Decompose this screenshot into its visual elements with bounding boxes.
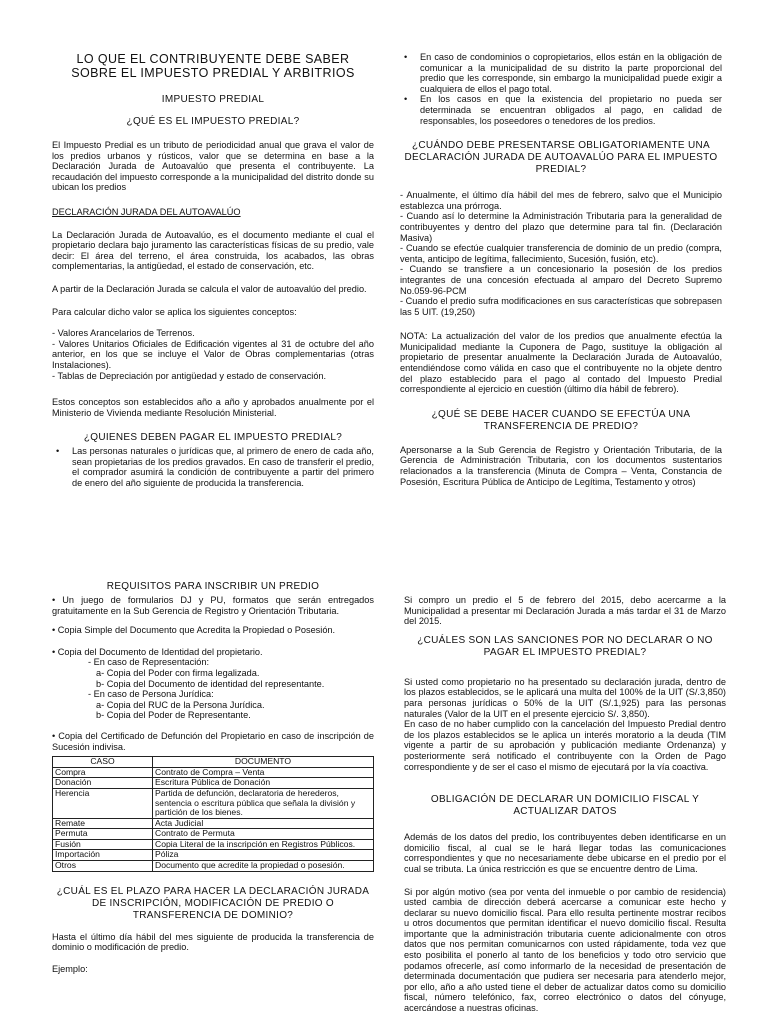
table-cell: Donación [53, 778, 153, 789]
table-cell: Contrato de Permuta [153, 829, 374, 840]
requisito-item: • Copia Simple del Documento que Acredita la Propiedad o Posesión. [52, 625, 336, 636]
table-header-row [53, 757, 374, 768]
paragraph-multa: Si usted como propietario no ha presentado su declaración jurada, dentro de los plazos establecidos, se le aplicará una multa del 100% de la UIT (S/.3,850) para personas jurídicas o 50% de la UIT (S/.1,925) para las personas naturales (Valor de la UIT en el presente ejercicio S/. 3,850). [404, 676, 726, 719]
sub-item: a- Copia del Poder con firma legalizada. [96, 667, 260, 678]
paragraph-cambio-direccion: Si por algún motivo (sea por venta del inmueble o por cambio de residencia) usted cambia de dirección deberá acercarse a comunicar este hecho y declarar su nuevo domicilio fiscal. Para ello resulta pertinente mostrar recibos u otros documentos que permitan identificar el nuevo domicilio fiscal. Resulta importante que la administración tributaria cuente adicionalmente con otros datos que nos permitan comunicarnos con usted rápidamente, toda vez que esto posibilita el ponerlo al tanto de los beneficios y todo otro servicio que podamos ofrecerle, así como informarlo de la necesidad de presentación de determinada documentación que pudiera ser necesaria para atenderlo mejor, por ello, año a año usted tiene el deber de actualizar datos como su domicilio fiscal, número telefónico, fax, correo electrónico o datos del cónyuge, acercándose a nuestras oficinas. [404, 886, 726, 1014]
paragraph-ministerio: Estos conceptos son establecidos año a año y aprobados anualmente por el Ministerio de Vivienda mediante Resolución Ministerial. [52, 397, 374, 418]
table-cell: Otros [53, 861, 153, 872]
table-cell: Escritura Pública de Donación [153, 778, 374, 789]
table-row [53, 788, 374, 818]
table-cell: Importación [53, 850, 153, 861]
concept-item: - Valores Arancelarios de Terrenos. [52, 328, 195, 339]
table-row [53, 829, 374, 840]
document-title-line1: LO QUE EL CONTRIBUYENTE DEBE SABER [76, 52, 350, 66]
table-cell: Documento que acredite la propiedad o posesión. [153, 861, 374, 872]
table-cell: Fusión [53, 839, 153, 850]
table-cell: Herencia [53, 788, 153, 818]
left-top-column [52, 52, 374, 495]
requisitos-heading: REQUISITOS PARA INSCRIBIR UN PREDIO [106, 581, 320, 592]
paragraph-ejemplo-detalle: Si compro un predio el 5 de febrero del 2015, debo acercarme a la Municipalidad a presentar mi Declaración Jurada a más tardar el 31 de Marzo del 2015. [404, 595, 726, 627]
when-item: - Cuando se transfiere a un concesionario la posesión de los predios integrantes de una concesión efectuada al amparo del Decreto Supremo No.059-96-PCM [400, 264, 722, 296]
table-row [53, 778, 374, 789]
list-item: • En los casos en que la existencia del propietario no pueda ser determinada se encuentran obligados al pago, en calidad de responsables, los poseedores o tenedores de los predios. [400, 94, 722, 126]
nota-paragraph: NOTA: La actualización del valor de los predios que anualmente efectúa la Municipalidad mediante la Cuponera de Pago, sustituye la obligación al propietario de presentar anualmente la Declaración Jurada de Autoavalúo, entendiéndose como válida en caso que el contribuyente no la objete dentro del plazo establecido para el pago al contado del Impuesto Predial correspondiente al ejercicio en cuestión (último día hábil de febrero). [400, 331, 722, 395]
when-item: - Cuando así lo determine la Administración Tributaria para la generalidad de contribuyentes y dentro del plazo que determine para tal fin. (Declaración Masiva) [400, 211, 722, 243]
list-item: • Las personas naturales o jurídicas que, al primero de enero de cada año, sean propietarias de los predios gravados. En caso de transferir el predio, el comprador asumirá la condición de contribuyente a partir del primero de enero del año siguiente de producida la transferencia. [52, 446, 374, 488]
question-what-is: ¿QUÉ ES EL IMPUESTO PREDIAL? [126, 116, 300, 127]
requisito-item: • Copia del Certificado de Defunción del Propietario en caso de inscripción de Sucesión indivisa. [52, 730, 374, 752]
question-sanciones: ¿CUÁLES SON LAS SANCIONES POR NO DECLARAR O NO PAGAR EL IMPUESTO PREDIAL? [417, 634, 713, 658]
when-item: - Cuando se efectúe cualquier transferencia de dominio de un predio (compra, venta, anticipo de legítima, fallecimiento, Sucesión, fusión, etc). [400, 243, 722, 264]
question-transfer: ¿QUÉ SE DEBE HACER CUANDO SE EFECTÚA UNA TRANSFERENCIA DE PREDIO? [431, 408, 691, 432]
question-plazo: ¿CUÁL ES EL PLAZO PARA HACER LA DECLARACIÓN JURADA DE INSCRIPCIÓN, MODIFICACIÓN DE PREDIO O TRANSFERENCIA DE DOMINIO? [56, 885, 370, 921]
sub-item: - En caso de Representación: [88, 657, 210, 668]
paragraph-conceptos-intro: Para calcular dicho valor se aplica los siguientes conceptos: [52, 306, 297, 317]
paragraph-domicilio: Además de los datos del predio, los contribuyentes deben identificarse en un domicilio fiscal, al cual se le hará llegar todas las comunicaciones correspondientes y que no necesariamente debe ubicarse en el predio por el cual se tributa. La única restricción es que se encuentre dentro de Lima. [404, 832, 726, 874]
condominio-list [400, 52, 722, 126]
list-item: • En caso de condominios o copropietarios, ellos están en la obligación de comunicar a la municipalidad de su distrito la parte proporcional del predio que les corresponde, sin embargo la municipalidad puede exigir a cualquiera de ellos el pago total. [400, 52, 722, 94]
table-cell: Contrato de Compra – Venta [153, 767, 374, 778]
paragraph-transfer: Apersonarse a la Sub Gerencia de Registro y Orientación Tributaria, de la Gerencia de Administración Tributaria, con los documentos sustentarios relacionados a la transferencia (Minuta de Compra – Venta, Constancia de Posesión, Escritura Pública de Anticipo de Legítima, Testamento y otros) [400, 444, 722, 487]
paragraph-definition: El Impuesto Predial es un tributo de periodicidad anual que grava el valor de los predios urbanos y rústicos, valor que se determina en base a la Declaración Jurada de Autoavalúo que presenta el contribuyente. La recaudación del impuesto corresponde a la municipalidad del distrito donde su ubican los predios [52, 140, 374, 193]
sub-item: a- Copia del RUC de la Persona Jurídica. [96, 699, 265, 710]
left-bottom-column [52, 581, 374, 981]
paragraph-autoavaluo: A partir de la Declaración Jurada se calcula el valor de autoavalúo del predio. [52, 283, 367, 294]
when-item: - Cuando el predio sufra modificaciones en sus características que sobrepasen las 5 UIT. (19,250) [400, 296, 722, 317]
table-cell: Copia Literal de la inscripción en Registros Públicos. [153, 839, 374, 850]
sub-item: - En caso de Persona Jurídica: [88, 689, 214, 700]
concept-item: - Tablas de Depreciación por antigüedad y estado de conservación. [52, 370, 327, 381]
heading-domicilio: OBLIGACIÓN DE DECLARAR UN DOMICILIO FISCAL Y ACTUALIZAR DATOS [430, 794, 700, 818]
sub-item: b- Copia del Poder de Representante. [96, 710, 251, 721]
table-header-caso: CASO [53, 757, 153, 768]
table-row [53, 850, 374, 861]
document-title-line2: SOBRE EL IMPUESTO PREDIAL Y ARBITRIOS [71, 66, 355, 80]
table-row [53, 839, 374, 850]
who-pays-list [52, 446, 374, 488]
requisito-item: • Copia del Documento de Identidad del propietario. [52, 646, 263, 657]
section-heading: IMPUESTO PREDIAL [161, 94, 265, 105]
right-bottom-column [404, 595, 726, 1021]
table-cell: Permuta [53, 829, 153, 840]
question-when-declare: ¿CUÁNDO DEBE PRESENTARSE OBLIGATORIAMENTE UNA DECLARACIÓN JURADA DE AUTOAVALÚO PARA EL IMPUESTO PREDIAL? [404, 140, 718, 176]
table-row [53, 767, 374, 778]
table-header-documento: DOCUMENTO [153, 757, 374, 768]
table-cell: Acta Judicial [153, 818, 374, 829]
table-cell: Póliza [153, 850, 374, 861]
when-item: - Anualmente, el último día hábil del mes de febrero, salvo que el Municipio establezca una prórroga. [400, 190, 722, 211]
table-cell: Partida de defunción, declaratoria de herederos, sentencia o escritura pública que señala la división y partición de los bienes. [153, 788, 374, 818]
sub-item: b- Copia del Documento de identidad del representante. [96, 678, 325, 689]
question-who-pays: ¿QUIENES DEBEN PAGAR EL IMPUESTO PREDIAL? [83, 432, 343, 444]
table-row [53, 818, 374, 829]
documents-table [52, 756, 374, 872]
paragraph-plazo: Hasta el último día hábil del mes siguiente de producida la transferencia de dominio o modificación de predio. [52, 931, 374, 953]
paragraph-ejemplo: Ejemplo: [52, 963, 88, 974]
table-cell: Compra [53, 767, 153, 778]
right-top-column [400, 52, 722, 494]
table-cell: Remate [53, 818, 153, 829]
requisito-item: • Un juego de formularios DJ y PU, formatos que serán entregados gratuitamente en la Sub Gerencia de Registro y Orientación Tributaria. [52, 595, 374, 616]
paragraph-declaracion: La Declaración Jurada de Autoavalúo, es el documento mediante el cual el propietario declara bajo juramento las características físicas de su predio, vale decir: El área del terreno, el área construida, los acabados, las obras complementarias, la antigüedad, el estado de conservación, etc. [52, 229, 374, 272]
paragraph-interes: En caso de no haber cumplido con la cancelación del Impuesto Predial dentro de los plazos establecidos se le aplica un interés moratorio a la deuda (TIM vigente a partir de su aprobación y publicación mediante Ordenanza) y posteriormente será notificado el contribuyente con la Orden de Pago correspondiente y de ser el caso el mismo de ejecutará por la vía coactiva. [404, 719, 726, 772]
subheading-declaracion: DECLARACIÓN JURADA DEL AUTOAVALÚO [52, 206, 241, 217]
concept-item: - Valores Unitarios Oficiales de Edificación vigentes al 31 de octubre del año anterior, en los que se incluye el Valor de Obras complementarias (otras Instalaciones). [52, 338, 374, 370]
table-row [53, 861, 374, 872]
